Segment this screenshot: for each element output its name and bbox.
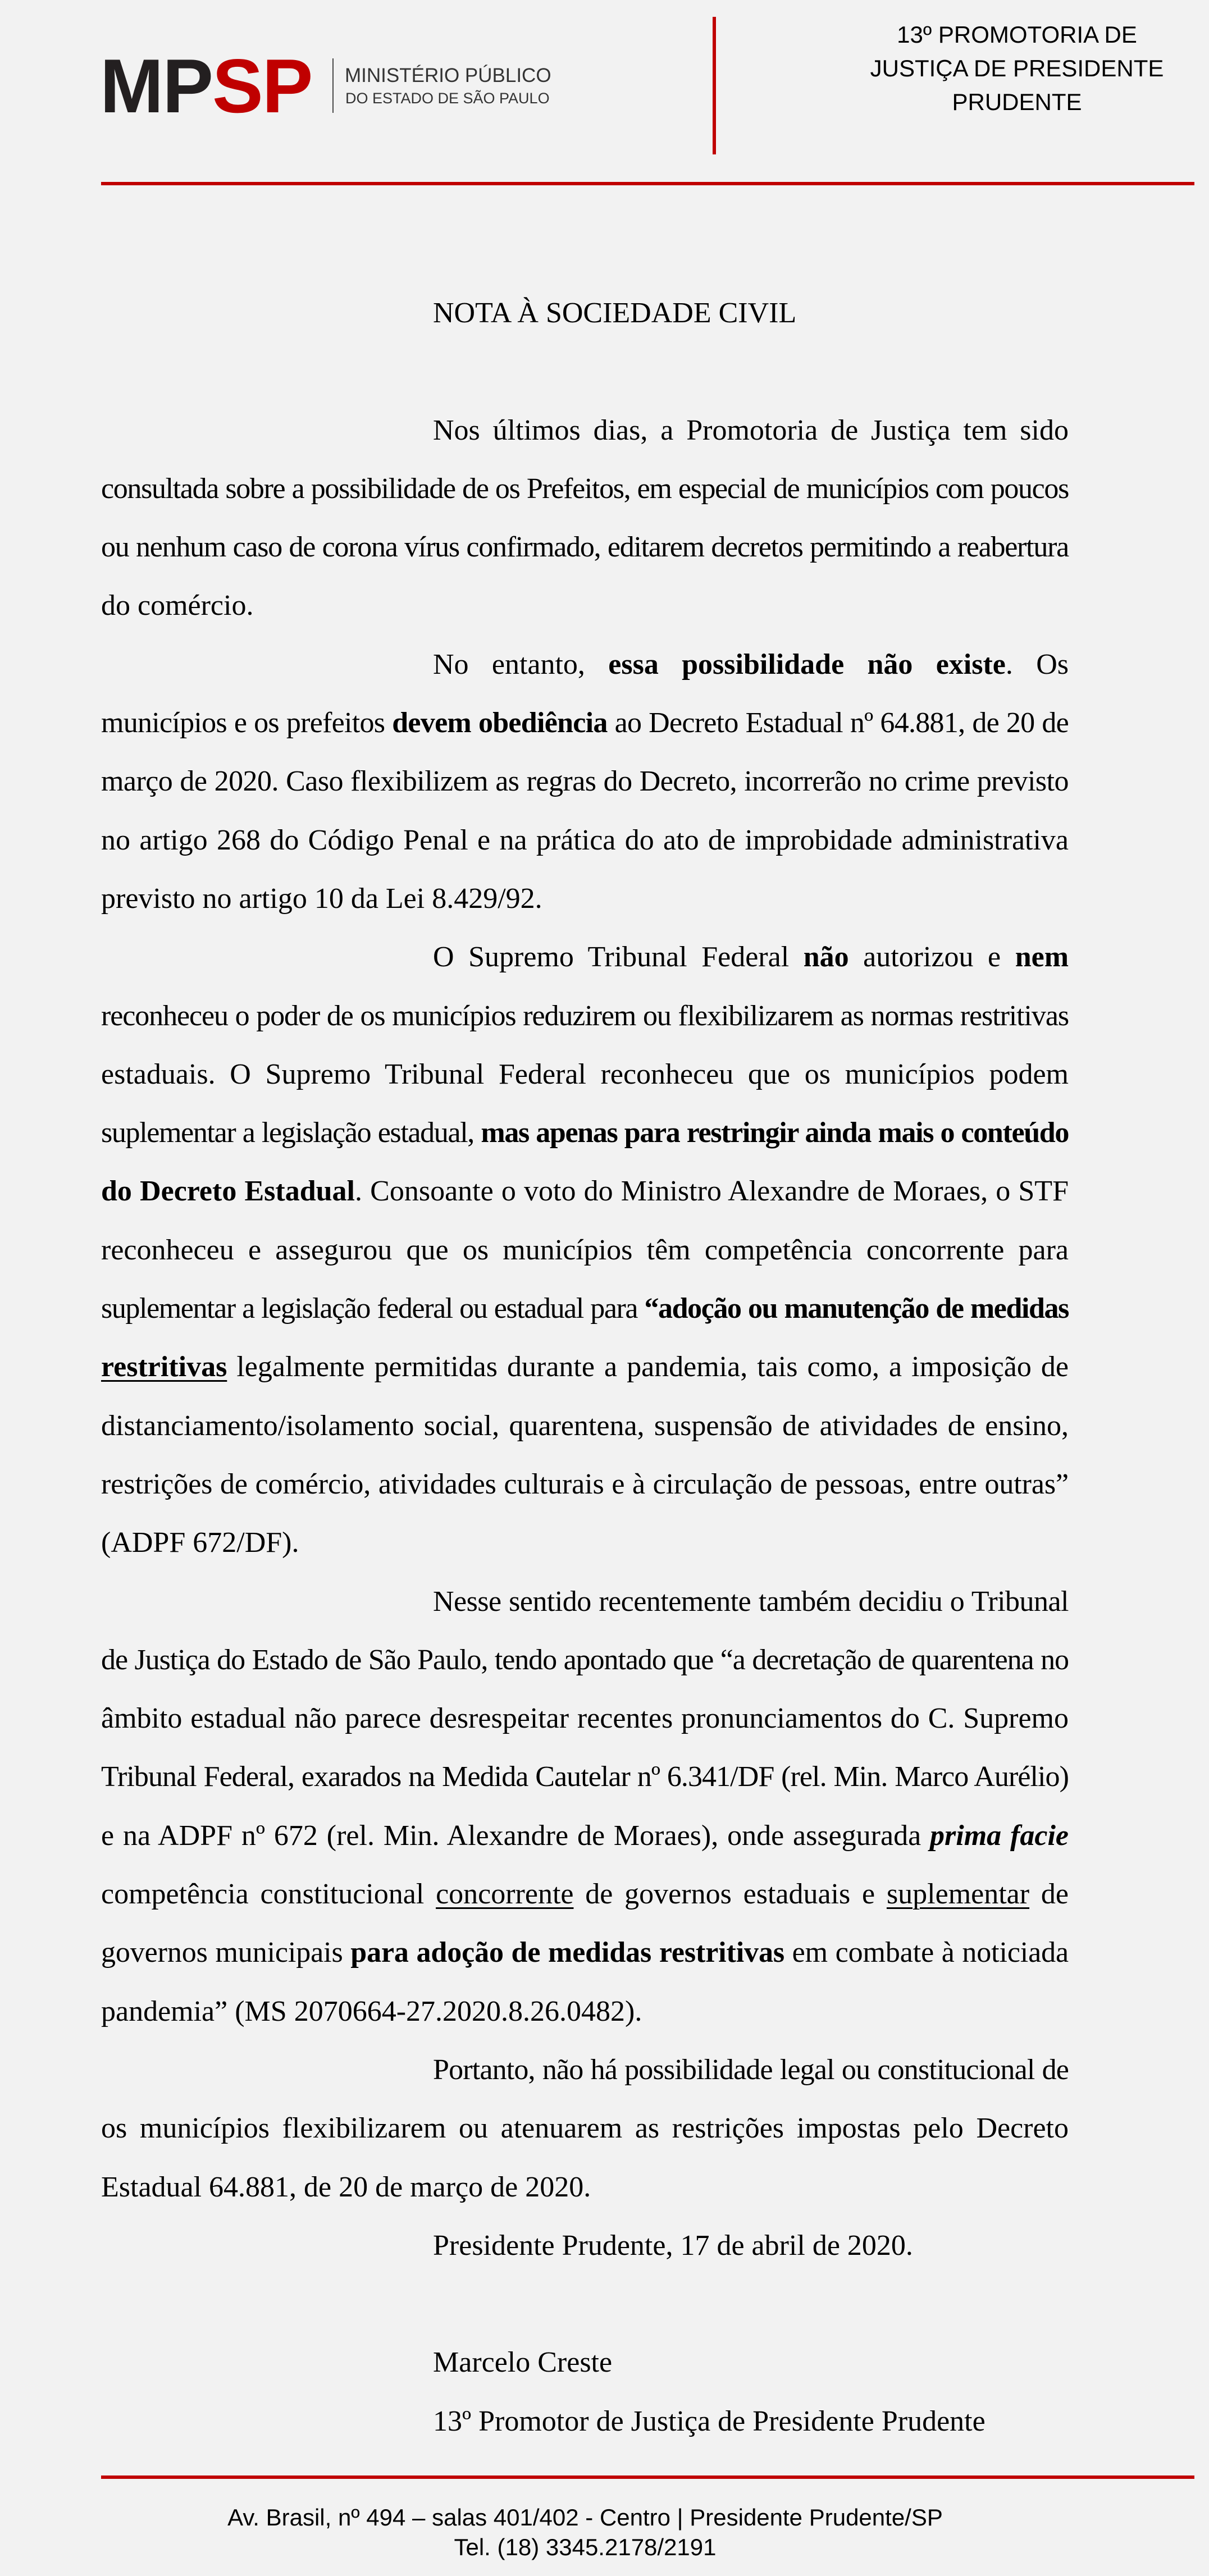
text-segment: de xyxy=(1029,1878,1069,1911)
text-line xyxy=(101,1983,1069,2041)
emphasized-text: essa possibilidade não existe xyxy=(608,648,1006,680)
blank-line xyxy=(101,342,1069,401)
text-line xyxy=(101,460,1069,518)
blank-line xyxy=(101,2275,1069,2333)
document-title: NOTA À SOCIEDADE CIVIL xyxy=(433,297,797,329)
text-segment: reconheceu e assegurou que os municípios têm competência concorrente para xyxy=(101,1234,1069,1266)
signature-name: Marcelo Creste xyxy=(433,2346,613,2379)
text-line xyxy=(101,752,1069,811)
text-segment: consultada sobre a possibilidade de os Prefeitos, em especial de municípios com poucos xyxy=(101,472,1069,505)
footer-phone: Tel. (18) 3345.2178/2191 xyxy=(454,2534,717,2560)
office-name xyxy=(842,18,1192,119)
paragraph xyxy=(101,1573,1069,2041)
text-line xyxy=(101,1338,1069,1396)
office-name-line: PRUDENTE xyxy=(952,89,1082,115)
text-segment: pandemia” (MS 2070664-27.2020.8.26.0482). xyxy=(101,1995,642,2027)
text-segment: Tribunal Federal, exarados na Medida Cautelar nº 6.341/DF (rel. Min. Marco Aurélio) xyxy=(101,1761,1069,1793)
paragraphs xyxy=(101,401,1069,2217)
text-segment: do comércio. xyxy=(101,590,254,622)
text-line xyxy=(101,1807,1069,1865)
text-segment: autorizou e xyxy=(848,941,1015,974)
footer xyxy=(168,2502,1002,2562)
text-line xyxy=(101,401,1069,460)
text-line xyxy=(101,1514,1069,1572)
text-segment: suplementar a legislação federal ou estadual para xyxy=(101,1292,645,1325)
text-line xyxy=(101,694,1069,752)
paragraph xyxy=(101,928,1069,1572)
text-segment: em combate à noticiada xyxy=(784,1936,1069,1969)
mpsp-logo xyxy=(100,43,312,129)
text-segment: . Os xyxy=(1005,648,1069,680)
text-segment: suplementar a legislação estadual, xyxy=(101,1117,481,1149)
office-name-line: 13º PROMOTORIA DE xyxy=(897,21,1137,48)
logo-institution-name: MINISTÉRIO PÚBLICO xyxy=(345,65,551,86)
emphasized-text: não xyxy=(803,941,849,974)
text-segment: ao Decreto Estadual nº 64.881, de 20 de xyxy=(607,707,1069,739)
text-line xyxy=(101,1162,1069,1221)
logo-divider xyxy=(332,58,334,113)
paragraph xyxy=(101,636,1069,928)
text-line xyxy=(101,1397,1069,1455)
text-line xyxy=(101,1104,1069,1162)
text-line xyxy=(101,1221,1069,1280)
emphasized-text: do Decreto Estadual xyxy=(101,1175,355,1208)
emphasized-text: mas apenas para restringir ainda mais o conteúdo xyxy=(481,1117,1069,1149)
logo-institution-state: DO ESTADO DE SÃO PAULO xyxy=(345,90,550,107)
text-segment: No entanto, xyxy=(433,648,609,680)
text-line xyxy=(101,1280,1069,1338)
emphasized-text: nem xyxy=(1015,941,1069,974)
paragraph xyxy=(101,2041,1069,2217)
text-segment: Nos últimos dias, a Promotoria de Justiça tem sido xyxy=(433,414,1069,446)
text-line xyxy=(101,811,1069,870)
text-line xyxy=(101,987,1069,1045)
text-segment: legalmente permitidas durante a pandemia, tais como, a imposição de xyxy=(227,1351,1069,1383)
text-segment: de Justiça do Estado de São Paulo, tendo apontado que “a decretação de quarentena no xyxy=(101,1643,1069,1676)
text-line xyxy=(101,2158,1069,2217)
signature-role: 13º Promotor de Justiça de Presidente Prudente xyxy=(433,2405,986,2437)
text-line xyxy=(101,1045,1069,1104)
text-segment: âmbito estadual não parece desrespeitar recentes pronunciamentos do C. Supremo xyxy=(101,1702,1069,1735)
document-body xyxy=(101,284,1069,2451)
footer-address: Av. Brasil, nº 494 – salas 401/402 - Centro | Presidente Prudente/SP xyxy=(227,2504,943,2531)
text-line xyxy=(101,2099,1069,2158)
text-segment: no artigo 268 do Código Penal e na prática do ato de improbidade administrativa xyxy=(101,824,1069,856)
text-line xyxy=(101,1924,1069,1982)
text-line xyxy=(101,1689,1069,1748)
underlined-text: restritivas xyxy=(101,1351,227,1383)
header-vertical-divider xyxy=(713,17,716,154)
text-segment: restrições de comércio, atividades culturais e à circulação de pessoas, entre outras” xyxy=(101,1468,1069,1500)
text-line xyxy=(101,870,1069,928)
text-segment: reconheceu o poder de os municípios reduzirem ou flexibilizarem as normas restritivas xyxy=(101,999,1069,1032)
text-line xyxy=(101,1865,1069,1924)
text-segment: distanciamento/isolamento social, quarentena, suspensão de atividades de ensino, xyxy=(101,1409,1069,1442)
text-segment: Nesse sentido recentemente também decidiu o Tribunal xyxy=(433,1585,1069,1618)
text-line xyxy=(101,1455,1069,1514)
text-line xyxy=(101,1631,1069,1689)
text-line xyxy=(101,1748,1069,1806)
text-segment: ou nenhum caso de corona vírus confirmado, editarem decretos permitindo a reabertura xyxy=(101,531,1069,564)
logo-sp-text: SP xyxy=(212,43,312,129)
text-segment: e na ADPF nº 672 (rel. Min. Alexandre de Moraes), onde assegurada xyxy=(101,1819,930,1852)
header-rule xyxy=(101,182,1194,185)
text-segment: O Supremo Tribunal Federal xyxy=(433,941,804,974)
office-name-line: JUSTIÇA DE PRESIDENTE xyxy=(870,55,1164,81)
text-segment: os municípios flexibilizarem ou atenuarem as restrições impostas pelo Decreto xyxy=(101,2112,1069,2145)
underlined-text: suplementar xyxy=(886,1878,1030,1911)
text-line xyxy=(101,518,1069,577)
underlined-text: concorrente xyxy=(436,1878,574,1911)
paragraph xyxy=(101,401,1069,636)
text-line xyxy=(101,1573,1069,1631)
text-segment: de governos estaduais e xyxy=(573,1878,887,1911)
text-segment: (ADPF 672/DF). xyxy=(101,1527,299,1559)
emphasized-text: “adoção ou manutenção de medidas xyxy=(644,1292,1069,1325)
text-line xyxy=(101,928,1069,986)
footer-rule xyxy=(101,2475,1194,2479)
text-segment: Portanto, não há possibilidade legal ou constitucional de xyxy=(433,2053,1069,2086)
text-segment: março de 2020. Caso flexibilizem as regras do Decreto, incorrerão no crime previsto xyxy=(101,765,1069,798)
text-segment: estaduais. O Supremo Tribunal Federal reconheceu que os municípios podem xyxy=(101,1058,1069,1090)
emphasized-text: devem obediência xyxy=(392,707,608,739)
document-date: Presidente Prudente, 17 de abril de 2020. xyxy=(433,2229,913,2262)
text-segment: competência constitucional xyxy=(101,1878,436,1911)
text-segment: governos municipais xyxy=(101,1936,351,1969)
text-line xyxy=(101,636,1069,694)
text-line xyxy=(101,577,1069,635)
text-segment: . Consoante o voto do Ministro Alexandre de Moraes, o STF xyxy=(355,1175,1069,1208)
emphasized-text: prima facie xyxy=(930,1819,1069,1852)
logo-mp-text: MP xyxy=(100,43,212,129)
text-segment: previsto no artigo 10 da Lei 8.429/92. xyxy=(101,882,542,915)
emphasized-text: para adoção de medidas restritivas xyxy=(350,1936,784,1969)
text-segment: Estadual 64.881, de 20 de março de 2020. xyxy=(101,2171,591,2203)
text-line xyxy=(101,2041,1069,2099)
text-segment: municípios e os prefeitos xyxy=(101,707,393,739)
